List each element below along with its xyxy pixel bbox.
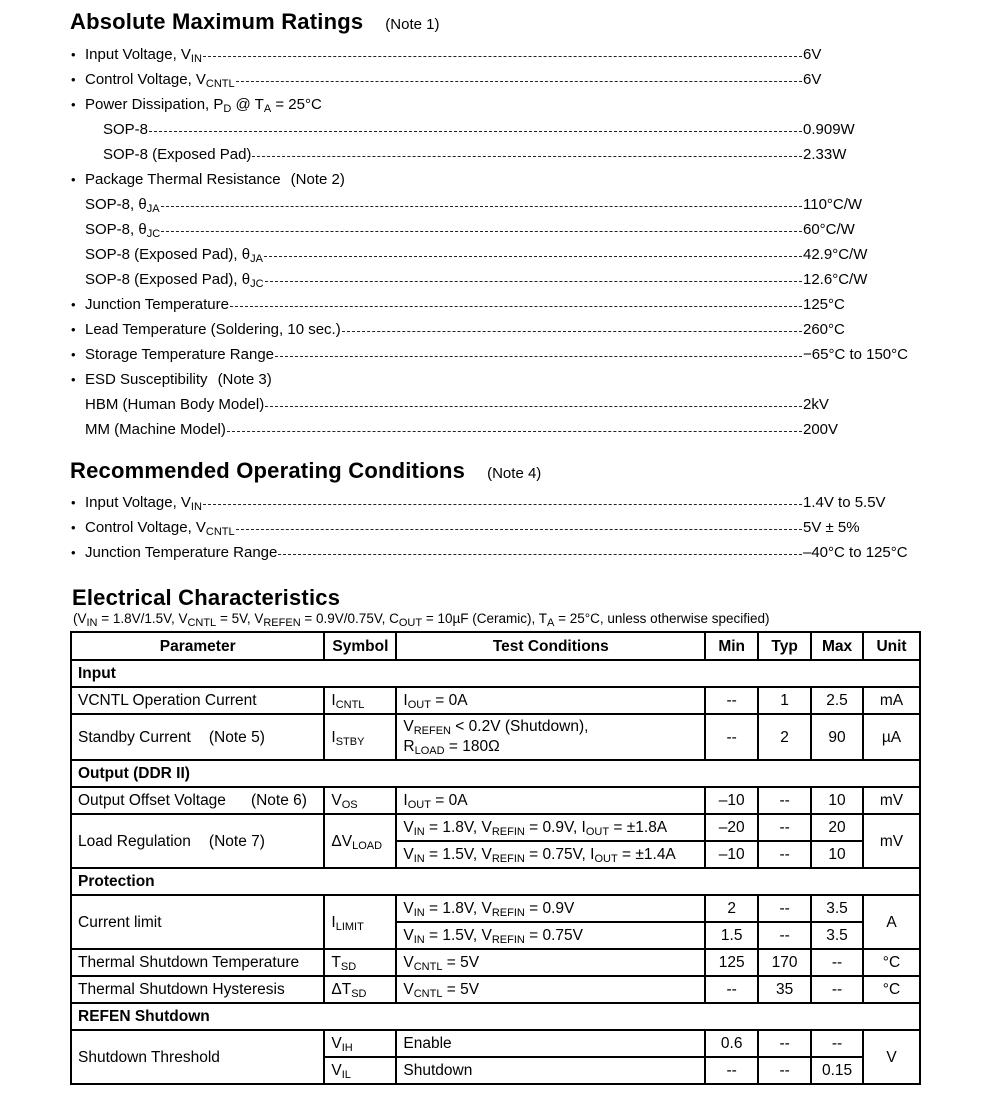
table-row [71, 814, 920, 841]
min-cell: -- [705, 976, 758, 1003]
typ-cell: -- [758, 922, 811, 949]
table-row [71, 714, 920, 760]
spec-item [71, 120, 921, 140]
unit-cell: mA [863, 687, 920, 714]
symbol-cell: $T_{SD}$ [324, 949, 396, 976]
spec-item [71, 370, 921, 390]
section-row [71, 760, 920, 787]
dotted-leader [161, 195, 802, 215]
spec-item [71, 45, 921, 65]
spec-label: Control Voltage, $V_{CNTL}$ [85, 71, 235, 90]
section-row [71, 1003, 920, 1030]
condition-cell: $V_{IN} = 1.5V$, $V_{REFIN} = 0.75V$, $I_{OUT} = \pm 1.4A$ [396, 841, 705, 868]
spec-label: Package Thermal Resistance (Note 2) [85, 171, 345, 188]
condition-cell: $I_{OUT} = 0A$ [396, 687, 705, 714]
spec-item [71, 195, 921, 215]
spec-value: 2.33W [803, 146, 847, 163]
symbol-cell: $V_{OS}$ [324, 787, 396, 814]
min-cell: 2 [705, 895, 758, 922]
typ-cell: 1 [758, 687, 811, 714]
condition-cell: $V_{IN} = 1.8V$, $V_{REFIN} = 0.9V$, $I_{OUT} = \pm 1.8A$ [396, 814, 705, 841]
bullet [71, 220, 85, 240]
bullet: • [71, 322, 76, 337]
min-cell: 1.5 [705, 922, 758, 949]
max-cell: 0.15 [811, 1057, 863, 1084]
spec-item [71, 170, 921, 190]
spec-value: 125°C [803, 296, 845, 313]
spec-label: SOP-8 (Exposed Pad), $\theta_{JC}$ [85, 271, 264, 290]
typ-cell: 170 [758, 949, 811, 976]
spec-value: 6V [803, 71, 822, 88]
max-cell: 3.5 [811, 895, 863, 922]
unit-cell: °C [863, 976, 920, 1003]
spec-item [71, 420, 921, 440]
typ-cell: -- [758, 1030, 811, 1057]
unit-cell: µA [863, 714, 920, 760]
min-cell: –20 [705, 814, 758, 841]
spec-label: SOP-8, $\theta_{JA}$ [85, 196, 160, 215]
symbol-cell: $I_{CNTL}$ [324, 687, 396, 714]
typ-cell: -- [758, 814, 811, 841]
symbol-cell: $V_{IL}$ [324, 1057, 396, 1084]
param-cell: Load Regulation (Note 7) [71, 814, 324, 868]
param-cell: Shutdown Threshold [71, 1030, 324, 1084]
spec-label: HBM (Human Body Model) [85, 396, 265, 413]
max-cell: -- [811, 1030, 863, 1057]
min-cell: –10 [705, 787, 758, 814]
ec-title: Electrical Characteristics [72, 585, 341, 610]
spec-item [71, 518, 921, 538]
dotted-leader [278, 543, 802, 563]
section-input: Input [71, 660, 920, 687]
spec-label: Lead Temperature (Soldering, 10 sec.) [85, 321, 341, 338]
spec-item [71, 295, 921, 315]
dotted-leader [236, 70, 802, 90]
typ-cell: 35 [758, 976, 811, 1003]
spec-value: 260°C [803, 321, 845, 338]
bullet: • [71, 172, 76, 187]
bullet: • [71, 372, 76, 387]
param-cell: VCNTL Operation Current [71, 687, 324, 714]
min-cell: -- [705, 687, 758, 714]
dotted-leader [265, 270, 802, 290]
symbol-cell: $I_{LIMIT}$ [324, 895, 396, 949]
bullet: • [71, 495, 76, 510]
bullet [71, 145, 85, 165]
unit-cell: A [863, 895, 920, 949]
max-cell: -- [811, 949, 863, 976]
condition-cell: Enable [396, 1030, 705, 1057]
spec-value: 0.909W [803, 121, 855, 138]
spec-label: Junction Temperature Range [85, 544, 278, 561]
symbol-cell: $\Delta T_{SD}$ [324, 976, 396, 1003]
spec-item [71, 145, 921, 165]
min-cell: -- [705, 1057, 758, 1084]
typ-cell: -- [758, 895, 811, 922]
min-cell: -- [705, 714, 758, 760]
spec-value: 200V [803, 421, 839, 438]
spec-value: 110°C/W [803, 196, 863, 213]
max-cell: 20 [811, 814, 863, 841]
header-parameter: Parameter [71, 632, 324, 660]
bullet: • [71, 47, 76, 62]
header-max: Max [811, 632, 863, 660]
spec-label: SOP-8 [103, 121, 149, 138]
header-typ: Typ [758, 632, 811, 660]
table-row [71, 976, 920, 1003]
spec-label: Storage Temperature Range [85, 346, 275, 363]
bullet: • [71, 545, 76, 560]
spec-label: Power Dissipation, $P_D$ @ $T_A = 25^\circ C$ [85, 96, 322, 115]
spec-value: 1.4V to 5.5V [803, 494, 886, 511]
section-refen: REFEN Shutdown [71, 1003, 920, 1030]
section-row [71, 868, 920, 895]
max-cell: -- [811, 976, 863, 1003]
param-cell: Thermal Shutdown Temperature [71, 949, 324, 976]
condition-cell: Shutdown [396, 1057, 705, 1084]
table-row [71, 687, 920, 714]
param-cell: Current limit [71, 895, 324, 949]
symbol-cell: $V_{IH}$ [324, 1030, 396, 1057]
amr-title: Absolute Maximum Ratings [70, 9, 364, 34]
spec-label: SOP-8 (Exposed Pad) [103, 146, 252, 163]
unit-cell: mV [863, 814, 920, 868]
spec-item [71, 345, 921, 365]
min-cell: 0.6 [705, 1030, 758, 1057]
typ-cell: -- [758, 1057, 811, 1084]
max-cell: 90 [811, 714, 863, 760]
spec-label: Control Voltage, $V_{CNTL}$ [85, 519, 235, 538]
spec-value: 2kV [803, 396, 829, 413]
spec-label: ESD Susceptibility (Note 3) [85, 371, 272, 388]
ec-conditions: ($V_{IN} = 1.8V/1.5V$, $V_{CNTL} = 5V$, $V_{REFEN} = 0.9V/0.75V$, $C_{OUT} = 10\mu F$ (Ceramic), $T_A = 25^\circ C$, unless otherwise specified) [73, 611, 770, 629]
spec-value: 12.6°C/W [803, 271, 868, 288]
section-output: Output (DDR II) [71, 760, 920, 787]
param-cell: Output Offset Voltage (Note 6) [71, 787, 324, 814]
max-cell: 10 [811, 841, 863, 868]
typ-cell: 2 [758, 714, 811, 760]
min-cell: –10 [705, 841, 758, 868]
dotted-leader [149, 120, 802, 140]
header-symbol: Symbol [324, 632, 396, 660]
header-min: Min [705, 632, 758, 660]
table-header-row [71, 632, 920, 660]
bullet: • [71, 72, 76, 87]
bullet [71, 195, 85, 215]
dotted-leader [230, 295, 802, 315]
spec-item [71, 270, 921, 290]
table-row [71, 787, 920, 814]
max-cell: 2.5 [811, 687, 863, 714]
min-cell: 125 [705, 949, 758, 976]
roc-heading [70, 458, 541, 484]
spec-value: –40°C to 125°C [803, 544, 908, 561]
condition-cell: $V_{IN} = 1.5V$, $V_{REFIN} = 0.75V$ [396, 922, 705, 949]
roc-title: Recommended Operating Conditions [70, 458, 466, 483]
dotted-leader [264, 245, 802, 265]
spec-item [71, 320, 921, 340]
spec-value: 60°C/W [803, 221, 855, 238]
unit-cell: mV [863, 787, 920, 814]
section-protection: Protection [71, 868, 920, 895]
typ-cell: -- [758, 787, 811, 814]
spec-label: Input Voltage, $V_{IN}$ [85, 46, 202, 65]
dotted-leader [275, 345, 802, 365]
dotted-leader [227, 420, 802, 440]
spec-item [71, 543, 921, 563]
condition-cell: $V_{REFEN} < 0.2V$ (Shutdown), $R_{LOAD} = 180\Omega$ [396, 714, 705, 760]
header-test-conditions: Test Conditions [396, 632, 705, 660]
max-cell: 10 [811, 787, 863, 814]
spec-item [71, 493, 921, 513]
spec-label: Input Voltage, $V_{IN}$ [85, 494, 202, 513]
typ-cell: -- [758, 841, 811, 868]
section-row [71, 660, 920, 687]
symbol-cell: $\Delta V_{LOAD}$ [324, 814, 396, 868]
table-row [71, 1030, 920, 1057]
bullet: • [71, 520, 76, 535]
spec-item [71, 95, 921, 115]
amr-note: (Note 1) [385, 16, 440, 33]
spec-value: 6V [803, 46, 822, 63]
bullet [71, 395, 85, 415]
dotted-leader [203, 493, 802, 513]
dotted-leader [342, 320, 802, 340]
bullet [71, 245, 85, 265]
spec-label: Junction Temperature [85, 296, 229, 313]
max-cell: 3.5 [811, 922, 863, 949]
condition-cell: $V_{CNTL} = 5V$ [396, 976, 705, 1003]
condition-cell: $V_{CNTL} = 5V$ [396, 949, 705, 976]
spec-item [71, 220, 921, 240]
spec-value: 42.9°C/W [803, 246, 868, 263]
dotted-leader [161, 220, 802, 240]
table-row [71, 895, 920, 922]
spec-label: SOP-8, $\theta_{JC}$ [85, 221, 161, 240]
header-unit: Unit [863, 632, 920, 660]
spec-label: MM (Machine Model) [85, 421, 226, 438]
spec-item [71, 245, 921, 265]
spec-label: SOP-8 (Exposed Pad), $\theta_{JA}$ [85, 246, 263, 265]
spec-value: 5V ± 5% [803, 519, 860, 536]
symbol-cell: $I_{STBY}$ [324, 714, 396, 760]
dotted-leader [252, 145, 802, 165]
bullet [71, 420, 85, 440]
spec-item [71, 70, 921, 90]
spec-item [71, 395, 921, 415]
amr-heading [70, 9, 439, 35]
dotted-leader [236, 518, 802, 538]
dotted-leader [265, 395, 802, 415]
spec-value: −65°C to 150°C [803, 346, 908, 363]
condition-cell: $I_{OUT} = 0A$ [396, 787, 705, 814]
param-cell: Standby Current (Note 5) [71, 714, 324, 760]
unit-cell: °C [863, 949, 920, 976]
bullet [71, 120, 85, 140]
param-cell: Thermal Shutdown Hysteresis [71, 976, 324, 1003]
condition-cell: $V_{IN} = 1.8V$, $V_{REFIN} = 0.9V$ [396, 895, 705, 922]
bullet [71, 270, 85, 290]
bullet: • [71, 297, 76, 312]
bullet: • [71, 347, 76, 362]
unit-cell: V [863, 1030, 920, 1084]
bullet: • [71, 97, 76, 112]
ec-table [70, 631, 921, 1085]
dotted-leader [203, 45, 802, 65]
table-row [71, 949, 920, 976]
roc-note: (Note 4) [487, 465, 542, 482]
